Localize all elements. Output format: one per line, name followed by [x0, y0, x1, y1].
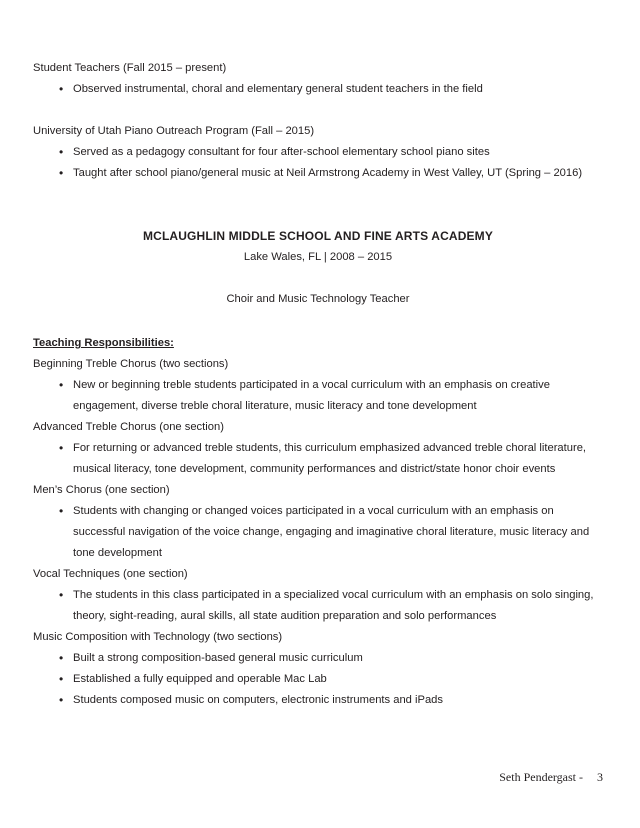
list-item [33, 690, 603, 711]
bullet-icon: • [59, 82, 64, 96]
paragraph-spacer [33, 310, 603, 331]
entry-title-student-teachers: Student Teachers (Fall 2015 – present) [33, 62, 227, 74]
bullet-icon: • [59, 693, 64, 707]
course-title-music-composition-technology: Music Composition with Technology (two sections) [33, 631, 283, 643]
list-item-text: Students with changing or changed voices participated in a vocal curriculum with an emphasis on successful navigation of the voice change, engaging and imaginative choral literature, music literacy and tone development [73, 505, 590, 559]
bullet-icon: • [59, 378, 64, 392]
list-item [33, 79, 603, 100]
list-item [33, 585, 603, 627]
footer-page-number: 3 [597, 770, 603, 784]
bullet-icon: • [59, 651, 64, 665]
list-item-text: The students in this class participated in a specialized vocal curriculum with an emphasis on solo singing, theory, sight-reading, aural skills, all state audition preparation and solo performances [73, 589, 594, 622]
document-body [33, 58, 603, 711]
list-item-text: Students composed music on computers, electronic instruments and iPads [73, 694, 443, 706]
list-item [33, 501, 603, 564]
list-item [33, 142, 603, 163]
footer-name: Seth Pendergast - [499, 770, 583, 784]
list-item-text: Built a strong composition-based general music curriculum [73, 652, 363, 664]
organization-role: Choir and Music Technology Teacher [226, 293, 410, 305]
bullet-icon: • [59, 441, 64, 455]
organization-location: Lake Wales, FL | 2008 – 2015 [243, 251, 393, 263]
list-item [33, 438, 603, 480]
bullet-icon: • [59, 672, 64, 686]
paragraph-spacer [33, 268, 603, 289]
organization-header [33, 226, 603, 310]
list-item [33, 669, 603, 690]
paragraph-spacer [33, 184, 603, 205]
course-title-vocal-techniques: Vocal Techniques (one section) [33, 568, 188, 580]
list-item-text: New or beginning treble students participated in a vocal curriculum with an emphasis on creative engagement, diverse treble choral literature, music literacy and tone development [73, 379, 550, 412]
list-item-text: Observed instrumental, choral and elementary general student teachers in the field [73, 83, 483, 95]
list-item-text: Established a fully equipped and operable Mac Lab [73, 673, 327, 685]
course-title-advanced-treble-chorus: Advanced Treble Chorus (one section) [33, 421, 224, 433]
list-item [33, 648, 603, 669]
course-title-beginning-treble-chorus: Beginning Treble Chorus (two sections) [33, 358, 229, 370]
bullet-icon: • [59, 166, 64, 180]
page-footer [0, 770, 603, 785]
entry-title-piano-outreach: University of Utah Piano Outreach Program (Fall – 2015) [33, 125, 315, 137]
organization-name: MCLAUGHLIN MIDDLE SCHOOL AND FINE ARTS ACADEMY [142, 229, 493, 243]
section-heading-teaching-responsibilities: Teaching Responsibilities: [33, 337, 174, 349]
list-item-text: Served as a pedagogy consultant for four after-school elementary school piano sites [73, 146, 490, 158]
bullet-icon: • [59, 588, 64, 602]
list-item-text: For returning or advanced treble students, this curriculum emphasized advanced treble choral literature, musical literacy, tone development, community performances and district/state honor choir events [73, 442, 587, 475]
paragraph-spacer [33, 100, 603, 121]
course-title-mens-chorus: Men’s Chorus (one section) [33, 484, 170, 496]
list-item [33, 375, 603, 417]
section-heading-row [33, 331, 603, 354]
bullet-icon: • [59, 145, 64, 159]
list-item-text: Taught after school piano/general music at Neil Armstrong Academy in West Valley, UT (Spring – 2016) [73, 167, 583, 179]
list-item [33, 163, 603, 184]
bullet-icon: • [59, 504, 64, 518]
paragraph-spacer [33, 205, 603, 226]
